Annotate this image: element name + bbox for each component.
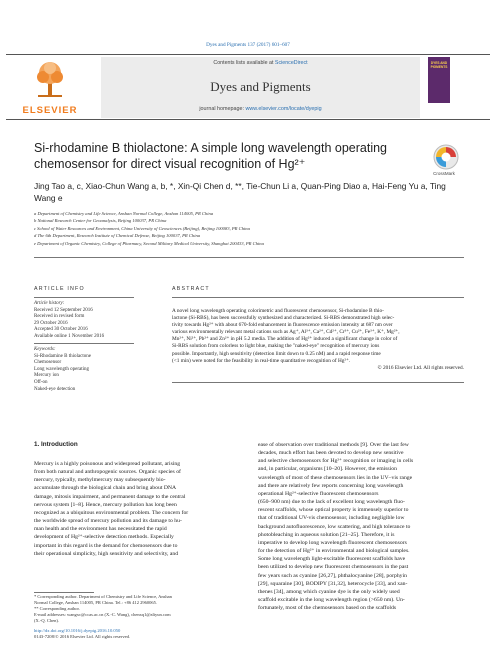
journal-homepage xyxy=(101,106,420,112)
text-line: from both natural and anthropogenic sources. Organic species of xyxy=(34,469,181,476)
text-line: their operational simplicity, high sensitivity and selectivity, and xyxy=(34,550,179,557)
text-line: nervous system [1–8]. Hence, mercury pollution has long been xyxy=(34,501,177,508)
abstract-line: various environmentally relevant metal cations such as Ag⁺, Al³⁺, Ca²⁺, Cd²⁺, Cr³⁺, Cu²⁺, Fe³⁺, K⁺, Mg²⁺, xyxy=(172,329,400,336)
history-item: 29 October 2016 xyxy=(34,320,68,326)
left-column-text xyxy=(34,460,248,558)
abstract-line: tivity towards Hg²⁺ with about 670-fold enhancement in fluorescence emission intensity at 687 nm over xyxy=(172,322,393,329)
text-line: fortunately, most of the chemosensors based on the scaffolds xyxy=(258,605,397,612)
footnote-line: * Corresponding author. Department of Chemistry and Life Science, Anshan xyxy=(34,594,172,599)
text-line: decades, much effort has been devoted to develop new sensitive xyxy=(258,450,404,457)
article-history xyxy=(34,301,154,341)
paper-title: Si-rhodamine B thiolactone: A simple long wavelength operating chemosensor for direct visual recognition of Hg²⁺ xyxy=(34,141,387,171)
text-line: and selective chemosensors for Hg²⁺ recognition or imaging in cells xyxy=(258,458,414,465)
history-label: Article history: xyxy=(34,301,65,306)
contents-line xyxy=(101,60,420,66)
footnotes xyxy=(34,594,248,624)
history-item: Received 12 September 2016 xyxy=(34,307,93,313)
abstract-line: possible. Importantly, high sensitivity (detection limit down to 0.25 nM) and a rapid response time xyxy=(172,350,381,357)
abstract-line: (<1 min) were noted for the feasibility in real-time quantitative recognition of Hg²⁺. xyxy=(172,357,351,364)
text-line: development of Hg²⁺-selective detection methods. Especially xyxy=(34,534,174,541)
history-item: Received in revised form xyxy=(34,314,85,320)
abstract-heading: ABSTRACT xyxy=(172,286,210,292)
text-line: that of traditional UV-vis chemosensor, including negligible low xyxy=(258,515,405,522)
keywords-label: Keywords: xyxy=(34,347,56,352)
section-heading-introduction: 1. Introduction xyxy=(34,441,78,448)
contents-prefix: Contents lists available at xyxy=(213,60,275,66)
abstract-text xyxy=(172,308,464,372)
history-item: Accepted 30 October 2016 xyxy=(34,327,88,333)
text-line: ease of observation over traditional methods [9]. Over the last few xyxy=(258,442,409,448)
cover-title: DYES AND PIGMENTS xyxy=(430,61,448,69)
divider xyxy=(172,382,464,383)
journal-title: Dyes and Pigments xyxy=(210,79,311,94)
elsevier-tree-icon xyxy=(34,59,66,99)
footnote-line: Normal College, Anshan 114005, PR China. Tel.: +86 412 2960065. xyxy=(34,600,157,605)
keyword-item: Off-on xyxy=(34,379,48,385)
keyword-item: Naked-eye detection xyxy=(34,386,76,392)
text-line: imperative to develop long wavelength fluorescent chemosensors xyxy=(258,539,407,546)
text-line: scaffold excitable in the long wavelength region (>650 nm). Un- xyxy=(258,596,405,603)
text-line: Some long wavelength light-excitable fluorescent scaffolds have xyxy=(258,556,406,563)
affiliation-item: d The 6th Department, Research Institute of Chemical Defense, Beijing 100037, PR China xyxy=(34,233,201,239)
keyword-item: Long wavelength operating xyxy=(34,366,89,372)
article-identifiers xyxy=(34,628,248,640)
divider xyxy=(172,297,464,298)
abstract-line: lactone (Si-RBS), has been successfully synthesized and characterized. Si-RBS demonstrated high selec- xyxy=(172,315,395,322)
affiliation-item: c School of Water Resources and Environment, China University of Geosciences (Beijing), Beijing 100083, PR China xyxy=(34,225,250,231)
text-line: mercury, typically, methylmercury may subsequently bio- xyxy=(34,477,166,484)
text-line: damage, mitosis impairment, and permanent damage to the central xyxy=(34,493,186,500)
keyword-item: Si-Rhodamine B thiolactone xyxy=(34,353,91,359)
footnote-line: ** Corresponding author. xyxy=(34,606,80,611)
publisher-name: ELSEVIER xyxy=(22,105,78,116)
abstract-copyright: © 2016 Elsevier Ltd. All rights reserved. xyxy=(377,364,464,371)
crossmark-label[interactable]: CrossMark xyxy=(433,171,455,176)
text-line: Mercury is a highly poisonous and widespread pollutant, arising xyxy=(34,461,181,467)
journal-masthead xyxy=(6,54,490,120)
abstract-line: Si-RBS solution from colorless to light blue, making the "naked-eye" recognition of mercury ions xyxy=(172,343,380,350)
text-line: [29], squaraine [30], BODIPY [31,32], heterocycle [33], and xan- xyxy=(258,580,408,587)
divider xyxy=(34,297,134,298)
abstract-line: Mn²⁺, Ni²⁺, Pb²⁺ and Zn²⁺ in pH 5.2 media. The addition of Hg²⁺ induced a significant change in color of xyxy=(172,336,398,343)
text-line: few years such as cyanine [26,27], phthalocyanine [28], porphyin xyxy=(258,572,407,579)
keyword-item: Mercury ion xyxy=(34,373,59,379)
text-line: wavelength of most of these chemosensors lies in the UV–vis range xyxy=(258,474,413,481)
affiliation-item: b National Research Center for Geoanalysis, Beijing 100037, PR China xyxy=(34,218,167,224)
journal-citation[interactable]: Dyes and Pigments 137 (2017) 601–607 xyxy=(206,42,290,48)
text-line: and there are relatively few reports concerning long wavelength xyxy=(258,482,404,489)
right-column-text xyxy=(258,441,466,612)
text-line: operational Hg²⁺-selective fluorescent chemosensors xyxy=(258,490,379,497)
doi-link[interactable]: http://dx.doi.org/10.1016/j.dyepig.2016.10.050 xyxy=(34,628,121,633)
text-line: man health and the environment has necessitated the rapid xyxy=(34,526,167,533)
issn-line: 0143-7208/© 2016 Elsevier Ltd. All rights reserved. xyxy=(34,634,131,639)
text-line: recognized as a ubiquitous environmental problem. The concern for xyxy=(34,509,189,516)
text-line: accumulate through the biological chain and bring about DNA xyxy=(34,485,177,492)
homepage-prefix: journal homepage: xyxy=(199,106,246,112)
divider xyxy=(34,257,464,258)
footnote-divider xyxy=(34,592,94,593)
affiliations xyxy=(34,210,474,247)
article-info-heading: ARTICLE INFO xyxy=(34,286,85,292)
homepage-link[interactable]: www.elsevier.com/locate/dyepig xyxy=(245,106,322,112)
keywords xyxy=(34,347,154,393)
text-line: been utilized to develop new fluorescent chemosensors in the past xyxy=(258,564,409,571)
text-line: background autofluorescence, low scattering, and high tolerance to xyxy=(258,523,411,530)
affiliation-item: e Department of Organic Chemistry, College of Pharmacy, Second Military Medical University, Shanghai 200433, PR China xyxy=(34,240,264,246)
text-line: and, in particular, organisms [10–20]. However, the emission xyxy=(258,466,397,473)
text-line: the worldwide spread of mercury pollution and its damage to hu- xyxy=(34,518,182,525)
journal-cover-thumbnail[interactable] xyxy=(428,57,450,103)
text-line: (650–900 nm) due to the lack of excellent long wavelength fluo- xyxy=(258,499,405,506)
text-line: rescent scaffolds, whose optical property is immensely superior to xyxy=(258,507,409,514)
affiliation-item: a Department of Chemistry and Life Science, Anshan Normal College, Anshan 114005, PR China xyxy=(34,211,214,216)
publisher-logo[interactable] xyxy=(6,57,94,118)
abstract-line: A novel long wavelength operating colorimetric and fluorescent chemosensor, Si-rhodamine B thio- xyxy=(172,308,384,314)
text-line: thenes [34], among which cyanine dye is the only widely used xyxy=(258,588,400,595)
text-line: for the detection of Hg²⁺ in environmental and biological samples. xyxy=(258,548,410,555)
history-item: Available online 1 November 2016 xyxy=(34,333,105,339)
text-line: photobleaching in aqueous solution [21–25]. Therefore, it is xyxy=(258,531,395,538)
keyword-item: Chemosensor xyxy=(34,360,62,366)
author-list: Jing Tao a, c, Xiao-Chun Wang a, b, *, Xin-Qi Chen d, **, Tie-Chun Li a, Quan-Ping Diao a, Hai-Feng Yu a, Ting Wang e xyxy=(34,181,446,203)
sciencedirect-link[interactable]: ScienceDirect xyxy=(274,60,308,66)
footnote-line: E-mail addresses: wangxc@ccas.ac.cn (X.-C. Wang), chenxq1@aliyun.com xyxy=(34,612,171,617)
text-line: important in this regard is the demand for chemosensors due to xyxy=(34,542,178,549)
footnote-line: (X.-Q. Chen). xyxy=(34,618,59,623)
divider xyxy=(34,343,134,344)
